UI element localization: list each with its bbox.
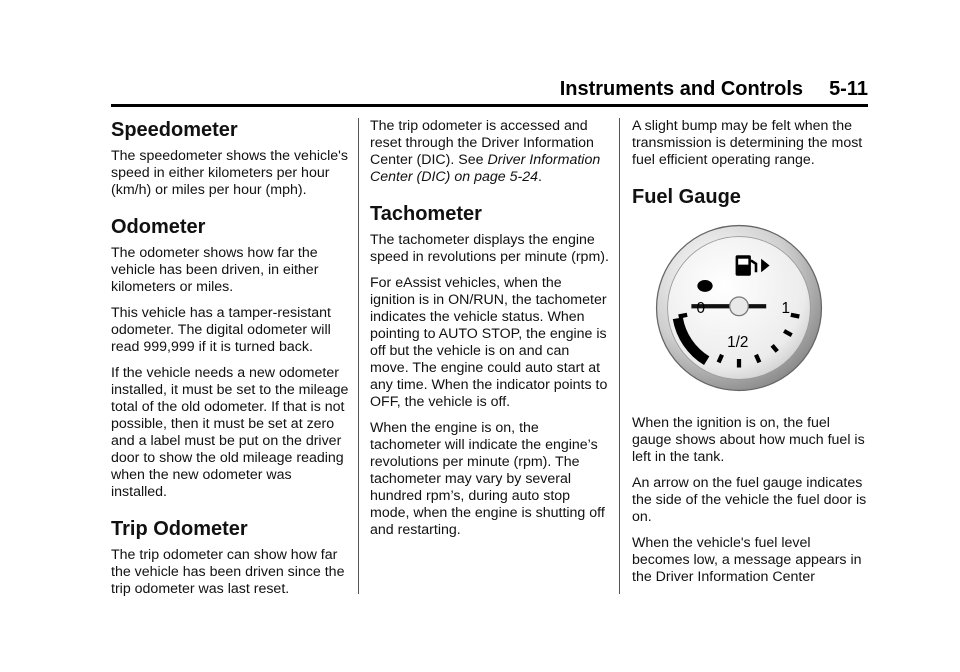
dic-cross-reference-link[interactable]: Driver Information Center (DIC) on page 5-24 <box>370 152 601 185</box>
column-2 <box>370 118 610 548</box>
odometer-heading: Odometer <box>111 216 206 238</box>
column-1 <box>111 118 351 607</box>
trip-p2-end: . <box>537 169 542 185</box>
speedometer-heading: Speedometer <box>111 119 238 141</box>
section-title: Instruments and Controls <box>559 78 804 100</box>
gauge-label-half: 1/2 <box>727 334 749 352</box>
odometer-paragraph-3: If the vehicle needs a new odometer installed, it must be set to the mileage total of the old odometer. If that is not possible, then it must be set at zero and a label must be put on the driver door to show the old mileage reading when the new odometer was installed. <box>111 365 349 500</box>
gauge-indicator-lamp <box>697 280 712 292</box>
odometer-paragraph-1: The odometer shows how far the vehicle has been driven, in either kilometers or miles. <box>111 245 319 295</box>
gauge-hub <box>730 297 749 316</box>
speedometer-paragraph: The speedometer shows the vehicle's speed in either kilometers per hour (km/h) or miles per hour (mph). <box>111 148 348 198</box>
trip-odometer-paragraph-2 <box>370 118 610 186</box>
tachometer-paragraph-3: When the engine is on, the tachometer will indicate the engine’s revolutions per minute (rpm). The tachometer may vary by several hundred rpm’s, during auto stop mode, when the engine is shutting off and restarting. <box>370 420 605 538</box>
tachometer-paragraph-1: The tachometer displays the engine speed in revolutions per minute (rpm). <box>370 232 609 265</box>
transmission-paragraph: A slight bump may be felt when the transmission is determining the most fuel efficient operating range. <box>632 118 863 168</box>
trip-p2-text: The trip odometer is accessed and reset through the Driver Information Center (DIC). See <box>370 118 594 168</box>
trip-odometer-paragraph-1: The trip odometer can show how far the vehicle has been driven since the trip odometer was last reset. <box>111 547 345 597</box>
fuel-paragraph-3: When the vehicle's fuel level becomes low, a message appears in the Driver Information Center <box>632 535 862 585</box>
tachometer-heading: Tachometer <box>370 203 482 225</box>
fuel-paragraph-1: When the ignition is on, the fuel gauge shows about how much fuel is left in the tank. <box>632 415 865 465</box>
tachometer-paragraph-2: For eAssist vehicles, when the ignition is in ON/RUN, the tachometer indicates the vehicle status. When pointing to AUTO STOP, the engine is off but the vehicle is on and can move. The engine could auto start at any time. When the indicator points to OFF, the vehicle is off. <box>370 275 608 410</box>
column-3 <box>632 118 872 595</box>
odometer-paragraph-2: This vehicle has a tamper-resistant odometer. The digital odometer will read 999,999 if it is turned back. <box>111 305 331 355</box>
gauge-label-full: 1 <box>781 300 791 318</box>
column-divider-2 <box>619 118 620 594</box>
column-divider-1 <box>358 118 359 594</box>
trip-odometer-heading: Trip Odometer <box>111 518 248 540</box>
header-rule <box>111 104 868 107</box>
running-header <box>560 78 868 101</box>
page-number: 5-11 <box>829 78 868 100</box>
fuel-gauge-heading: Fuel Gauge <box>632 186 741 208</box>
fuel-gauge-illustration <box>654 223 824 393</box>
fuel-paragraph-2: An arrow on the fuel gauge indicates the side of the vehicle the fuel door is on. <box>632 475 867 525</box>
gauge-label-empty: 0 <box>696 300 706 318</box>
